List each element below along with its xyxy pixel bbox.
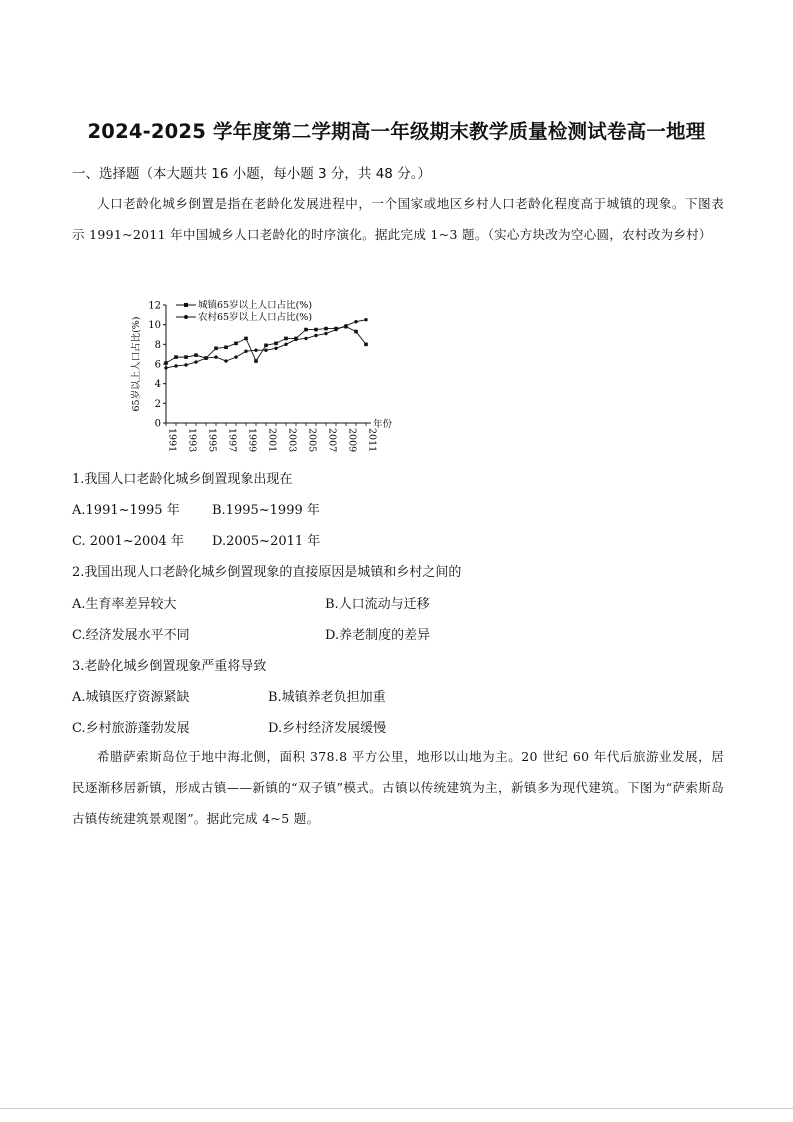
data-point-rural [284, 343, 287, 346]
data-point-urban [184, 355, 188, 359]
data-point-urban [364, 343, 368, 347]
data-point-urban [244, 337, 248, 341]
question-3-stem: 3.老龄化城乡倒置现象严重将导致 [72, 659, 267, 674]
x-tick-label: 1991 [166, 428, 178, 453]
q1-option-b[interactable]: B.1995~1999 年 [212, 503, 320, 518]
data-point-rural [214, 355, 217, 358]
x-tick-label: 2011 [366, 428, 378, 453]
x-tick-label: 2003 [286, 428, 298, 453]
data-point-urban [174, 355, 178, 359]
x-tick-label: 2005 [306, 428, 318, 453]
legend-marker-rural [184, 315, 188, 319]
section-heading: 一、选择题（本大题共 16 小题，每小题 3 分，共 48 分。） [72, 166, 431, 182]
q2-option-d[interactable]: D.养老制度的差异 [325, 628, 431, 643]
x-axis-label: 年份 [373, 419, 393, 430]
x-tick-label: 2007 [326, 428, 338, 453]
data-point-rural [324, 332, 327, 335]
x-tick-label: 1997 [226, 428, 238, 453]
data-point-urban [324, 327, 328, 331]
q2-option-a[interactable]: A.生育率差异较大 [72, 597, 177, 612]
q1-option-a[interactable]: A.1991~1995 年 [72, 503, 180, 518]
q3-option-d[interactable]: D.乡村经济发展缓慢 [268, 721, 387, 736]
data-point-rural [234, 355, 237, 358]
x-tick-label: 2001 [266, 428, 278, 453]
data-point-rural [344, 324, 347, 327]
data-point-urban [284, 337, 288, 341]
data-point-urban [264, 344, 268, 348]
q3-option-b[interactable]: B.城镇养老负担加重 [268, 690, 386, 705]
data-point-rural [314, 334, 317, 337]
legend-label-urban: 城镇65岁以上人口占比(%) [198, 300, 313, 311]
x-tick-label: 1993 [186, 428, 198, 453]
data-point-urban [304, 328, 308, 332]
data-point-urban [234, 342, 238, 346]
data-point-rural [294, 338, 297, 341]
passage-1: 人口老龄化城乡倒置是指在老龄化发展进程中，一个国家或地区乡村人口老龄化程度高于城镇的现象。下图表示 1991~2011 年中国城乡人口老龄化的时序演化。据此完成 1~3 题。（实心方块改为空心圆，农村改为乡村） [72, 196, 724, 242]
q2-option-b[interactable]: B.人口流动与迁移 [325, 597, 430, 612]
data-point-rural [174, 364, 177, 367]
y-tick-label: 10 [148, 320, 161, 332]
data-point-rural [164, 366, 167, 369]
data-point-urban [164, 361, 168, 365]
y-tick-label: 2 [154, 398, 161, 410]
passage-2: 希腊萨索斯岛位于地中海北侧，面积 378.8 平方公里，地形以山地为主。20 世纪 60 年代后旅游业发展，居民逐渐移居新镇，形成古镇——新镇的“双子镇”模式。古镇以传统建筑为主，新镇多为现代建筑。下图为“萨索斯岛古镇传统建筑景观图”。据此完成 4~5 题。 [72, 749, 724, 826]
data-point-rural [354, 320, 357, 323]
data-point-rural [204, 356, 207, 359]
y-tick-label: 6 [154, 359, 161, 371]
data-point-rural [184, 363, 187, 366]
question-1-stem: 1.我国人口老龄化城乡倒置现象出现在 [72, 472, 293, 487]
data-point-rural [254, 349, 257, 352]
data-point-urban [194, 353, 198, 357]
data-point-rural [274, 347, 277, 350]
data-point-rural [304, 337, 307, 340]
x-tick-label: 1995 [206, 428, 218, 453]
data-point-urban [214, 346, 218, 350]
y-tick-label: 12 [148, 300, 161, 312]
page-title: 2024-2025 学年度第二学期高一年级期末教学质量检测试卷高一地理 [87, 120, 706, 143]
data-point-rural [194, 360, 197, 363]
data-point-rural [364, 318, 367, 321]
q3-option-a[interactable]: A.城镇医疗资源紧缺 [72, 690, 190, 705]
data-point-urban [314, 328, 318, 332]
data-point-rural [244, 350, 247, 353]
q3-option-c[interactable]: C.乡村旅游蓬勃发展 [72, 721, 190, 736]
data-point-urban [354, 330, 358, 334]
data-point-urban [274, 342, 278, 346]
data-point-rural [264, 349, 267, 352]
data-point-urban [224, 345, 228, 349]
data-point-rural [224, 359, 227, 362]
legend-label-rural: 农村65岁以上人口占比(%) [198, 312, 313, 323]
q2-option-c[interactable]: C.经济发展水平不同 [72, 628, 190, 643]
legend-marker-urban [184, 303, 188, 307]
y-axis-label: 65岁以上人口占比(%) [131, 316, 142, 412]
q1-option-c[interactable]: C. 2001~2004 年 [72, 534, 184, 549]
data-point-rural [334, 328, 337, 331]
page-bottom-rule [0, 1108, 793, 1109]
q1-option-d[interactable]: D.2005~2011 年 [212, 534, 321, 549]
y-tick-label: 0 [154, 418, 161, 430]
x-tick-label: 1999 [246, 428, 258, 453]
y-tick-label: 4 [154, 379, 161, 391]
data-point-urban [254, 359, 258, 363]
x-tick-label: 2009 [346, 428, 358, 453]
question-2-stem: 2.我国出现人口老龄化城乡倒置现象的直接原因是城镇和乡村之间的 [72, 565, 462, 580]
y-tick-label: 8 [154, 339, 161, 351]
line-chart [128, 296, 428, 453]
